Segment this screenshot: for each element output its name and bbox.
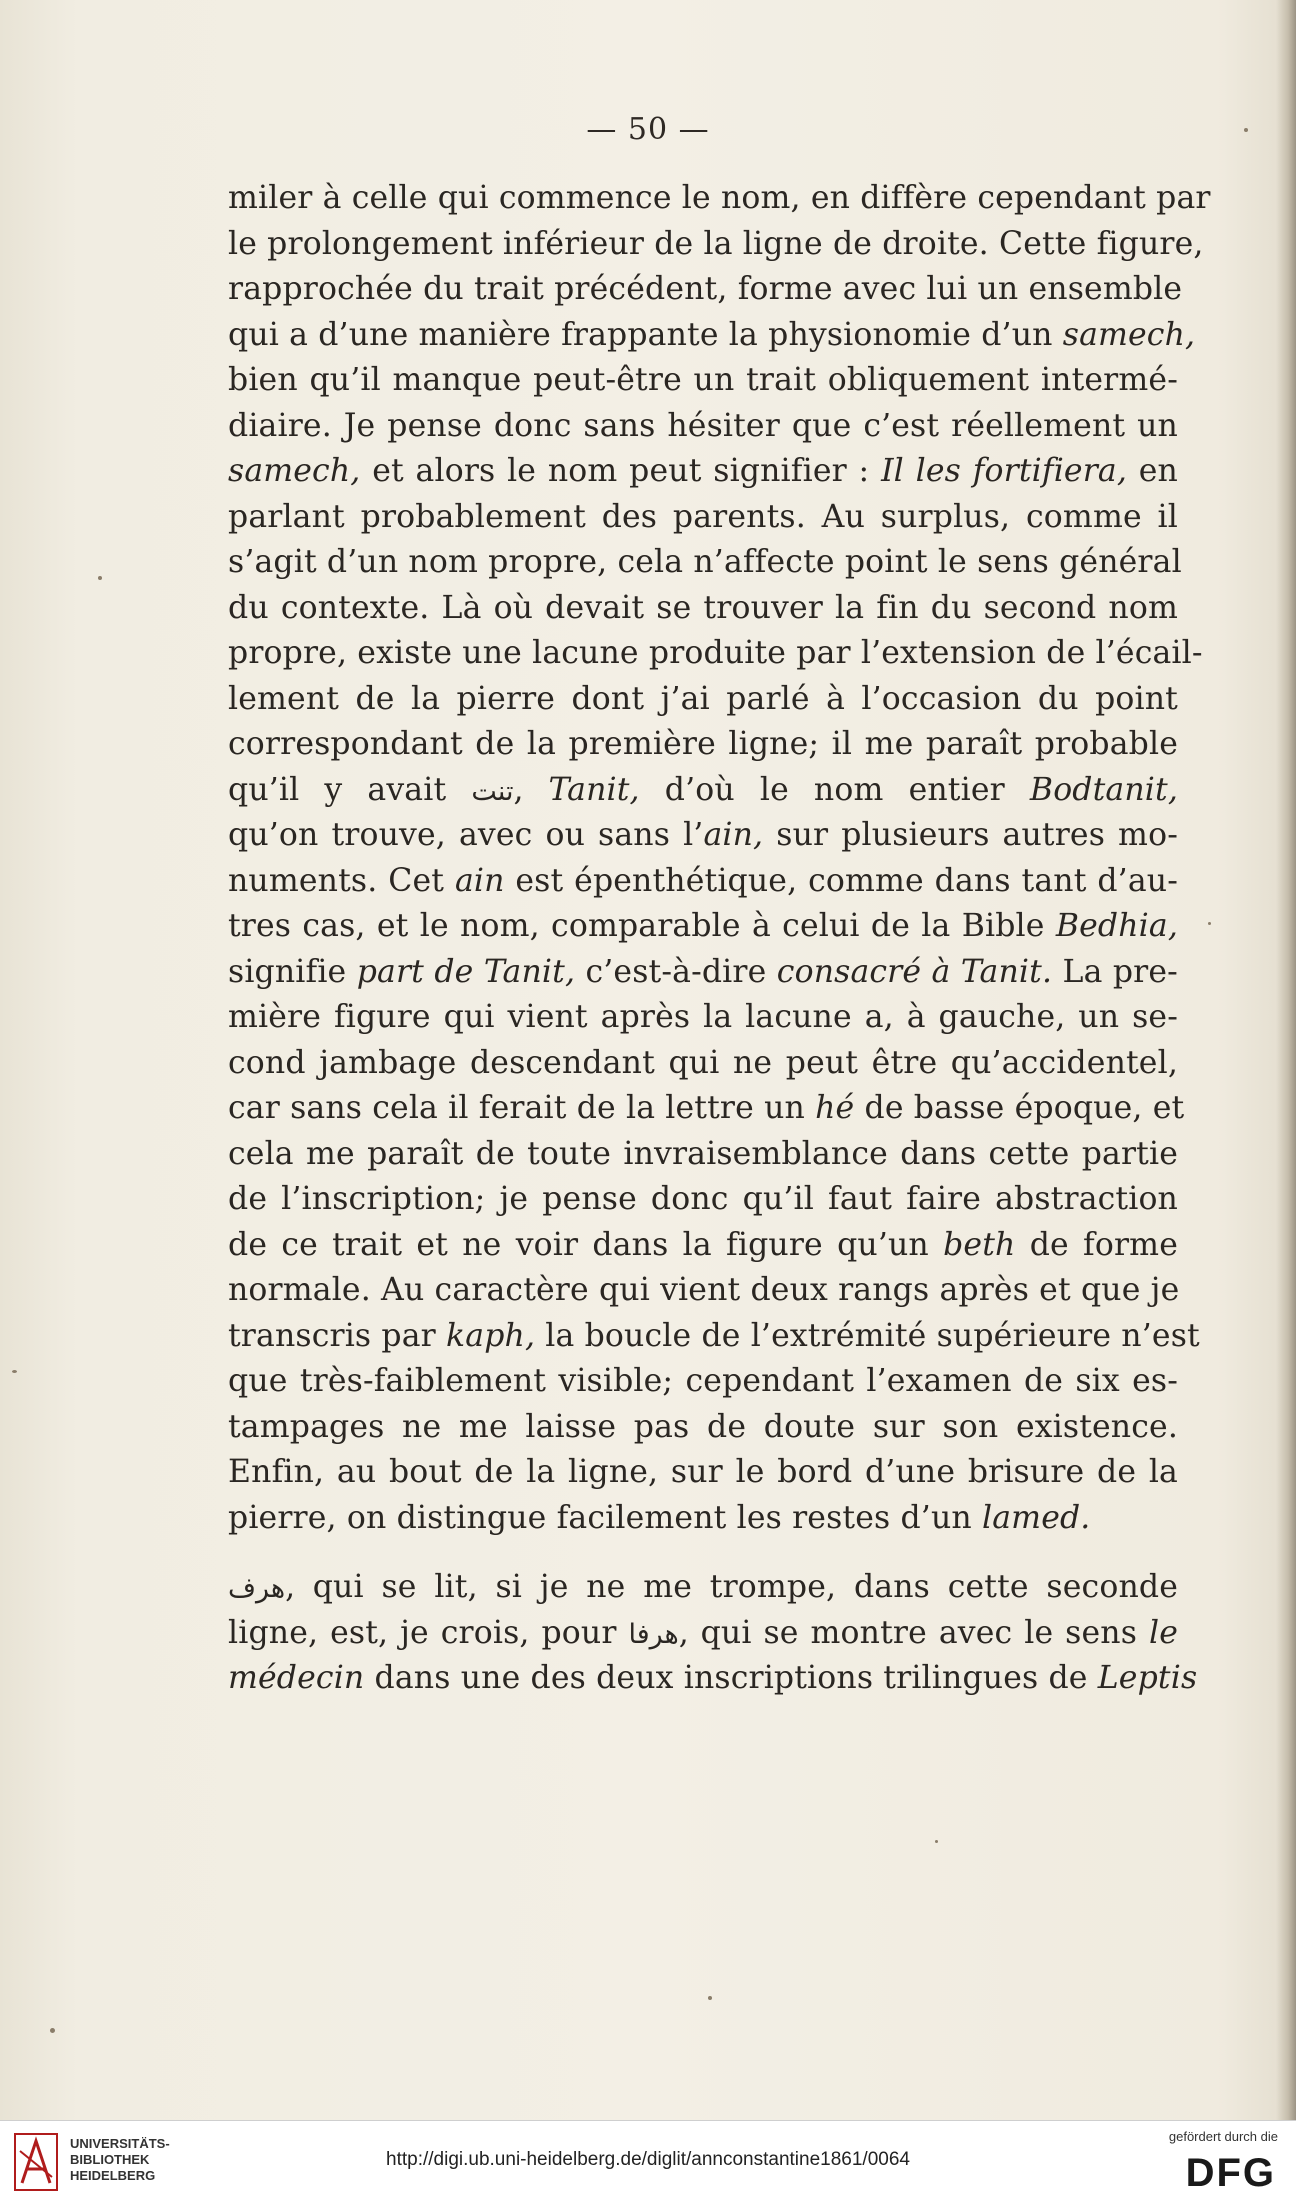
text-run: bien qu’il manque peut-être un trait obliquement intermé- [228, 362, 1178, 398]
paper-speck [98, 576, 102, 580]
paragraph-gap [228, 1541, 1178, 1565]
arabic-script-run: تنت [471, 775, 514, 807]
text-line [228, 904, 1178, 950]
text-run: miler à celle qui commence le nom, en diffère cependant par [228, 180, 1211, 216]
italic-run: le [1148, 1614, 1178, 1651]
text-run: la boucle de l’extrémité supérieure n’est [535, 1317, 1200, 1354]
text-run: de basse époque, et [854, 1090, 1185, 1126]
text-run: et alors le nom peut signifier : [360, 453, 882, 489]
digitization-footer [0, 2120, 1296, 2203]
text-line [228, 1132, 1178, 1178]
italic-run: médecin [228, 1660, 365, 1696]
italic-run: consacré à Tanit. [776, 953, 1053, 990]
text-run: mière figure qui vient après la lacune a, à gauche, un se- [228, 999, 1178, 1035]
italic-run: Leptis [1097, 1660, 1198, 1696]
text-line [228, 495, 1178, 541]
text-line [228, 313, 1196, 359]
paper-speck [1208, 922, 1211, 925]
funded-by-label: gefördert durch die [1168, 2129, 1278, 2144]
italic-run: Bedhia, [1055, 908, 1178, 944]
italic-run: kaph, [446, 1317, 536, 1354]
text-run: le prolongement inférieur de la ligne de droite. Cette figure, [228, 225, 1204, 262]
text-run: , [513, 771, 549, 808]
text-line [228, 1611, 1178, 1657]
paper-speck [12, 1370, 17, 1373]
text-run: numents. Cet [228, 862, 455, 899]
text-line [228, 1041, 1178, 1087]
text-line [228, 1223, 1178, 1269]
page-edge-shadow [1276, 0, 1296, 2120]
text-line [228, 677, 1178, 723]
library-name-line: UNIVERSITÄTS- [70, 2136, 170, 2151]
text-run: de l’inscription; je pense donc qu’il faut faire abstraction [228, 1181, 1178, 1217]
text-line [228, 222, 1204, 268]
paper-speck [935, 1840, 938, 1843]
text-run: qu’il y avait [228, 771, 472, 808]
library-name-line: BIBLIOTHEK [70, 2152, 150, 2167]
text-run: Enfin, au bout de la ligne, sur le bord d’une brisure de la [228, 1454, 1178, 1490]
text-line [228, 768, 1178, 814]
text-line [228, 859, 1178, 905]
text-run: rapprochée du trait précédent, forme avec lui un ensemble [228, 271, 1183, 307]
text-run: qu’on trouve, avec ou sans l’ [228, 817, 704, 853]
text-run: correspondant de la première ligne; il me paraît probable [228, 726, 1178, 762]
source-url-link[interactable]: http://digi.ub.uni-heidelberg.de/diglit/annconstantine1861/0064 [386, 2149, 910, 2170]
text-run: de ce trait et ne voir dans la figure qu’un [228, 1226, 944, 1263]
text-run: du contexte. Là où devait se trouver la fin du second nom [228, 589, 1178, 626]
text-run: , qui se lit, si je ne me trompe, dans cette seconde [285, 1569, 1178, 1605]
text-run: tampages ne me laisse pas de doute sur son existence. [228, 1408, 1178, 1445]
text-line [228, 1314, 1200, 1360]
arabic-script-run: هرف [228, 1573, 286, 1604]
page-number: — 50 — [586, 112, 710, 147]
italic-run: samech, [1062, 316, 1196, 353]
text-line [228, 722, 1178, 768]
text-run: est épenthétique, comme dans tant d’au- [504, 862, 1178, 899]
text-run: sur plusieurs autres mo- [763, 817, 1178, 853]
text-run: car sans cela il ferait de la lettre un [228, 1090, 816, 1126]
text-run: tres cas, et le nom, comparable à celui de la Bible [228, 908, 1056, 944]
arabic-script-run: هرفا [628, 1618, 679, 1650]
paragraph-1 [228, 176, 1211, 1541]
dfg-logo: DFG [1185, 2151, 1276, 2195]
italic-run: ain, [703, 817, 764, 853]
text-line [228, 540, 1182, 586]
italic-run: Bodtanit, [1029, 771, 1178, 808]
text-line [228, 1565, 1178, 1611]
text-line [228, 813, 1178, 859]
text-line [228, 176, 1211, 222]
text-line [228, 1268, 1178, 1314]
text-run: dans une des deux inscriptions trilingues de [364, 1660, 1098, 1696]
text-line [228, 995, 1178, 1041]
text-line [228, 1086, 1185, 1132]
text-run: diaire. Je pense donc sans hésiter que c’est réellement un [228, 407, 1178, 444]
text-line [228, 1450, 1178, 1496]
text-line [228, 1359, 1178, 1405]
text-run: La pre- [1052, 953, 1178, 990]
text-run: cond jambage descendant qui ne peut être qu’accidentel, [228, 1044, 1178, 1081]
italic-run: hé [815, 1090, 855, 1126]
body-text [228, 176, 1211, 1702]
text-line [228, 1656, 1198, 1702]
italic-run: ain [454, 862, 505, 899]
text-line [228, 404, 1178, 450]
text-line [228, 358, 1178, 404]
text-line [228, 631, 1203, 677]
italic-run: Tanit, [548, 771, 640, 808]
text-run: propre, existe une lacune produite par l’extension de l’écail- [228, 635, 1203, 671]
text-run: d’où le nom entier [639, 771, 1030, 808]
text-run: ligne, est, je crois, pour [228, 1614, 629, 1651]
text-line [228, 1496, 1178, 1542]
paragraph-2 [228, 1565, 1198, 1702]
text-run: parlant probablement des parents. Au surplus, comme il [228, 498, 1178, 535]
italic-run: part de Tanit, [356, 953, 576, 990]
italic-run: samech, [228, 453, 361, 489]
text-run: normale. Au caractère qui vient deux rangs après et que je [228, 1272, 1180, 1308]
paper-speck [708, 1996, 712, 2000]
text-line [228, 1177, 1178, 1223]
italic-run: beth [943, 1226, 1016, 1263]
paper-speck [1244, 128, 1248, 132]
italic-run: lamed. [982, 1499, 1091, 1536]
text-line [228, 449, 1178, 495]
text-run: de forme [1015, 1226, 1178, 1263]
text-run: s’agit d’un nom propre, cela n’affecte point le sens général [228, 544, 1182, 580]
text-run: cela me paraît de toute invraisemblance dans cette partie [228, 1135, 1178, 1172]
library-name-line: HEIDELBERG [70, 2168, 156, 2183]
text-line [228, 1405, 1178, 1451]
text-run: c’est-à-dire [575, 953, 777, 990]
text-run: pierre, on distingue facilement les restes d’un [228, 1499, 983, 1536]
text-run: lement de la pierre dont j’ai parlé à l’occasion du point [228, 680, 1178, 717]
text-run: transcris par [228, 1317, 447, 1354]
text-line [228, 586, 1178, 632]
text-line [228, 950, 1178, 996]
text-line [228, 267, 1183, 313]
text-run: signifie [228, 953, 357, 990]
italic-run: Il les fortifiera, [881, 453, 1128, 489]
paper-speck [50, 2028, 55, 2033]
text-run: que très-faiblement visible; cependant l’examen de six es- [228, 1363, 1178, 1399]
text-run: en [1127, 453, 1178, 489]
text-run: qui a d’une manière frappante la physionomie d’un [228, 316, 1063, 353]
text-run: , qui se montre avec le sens [678, 1614, 1149, 1651]
